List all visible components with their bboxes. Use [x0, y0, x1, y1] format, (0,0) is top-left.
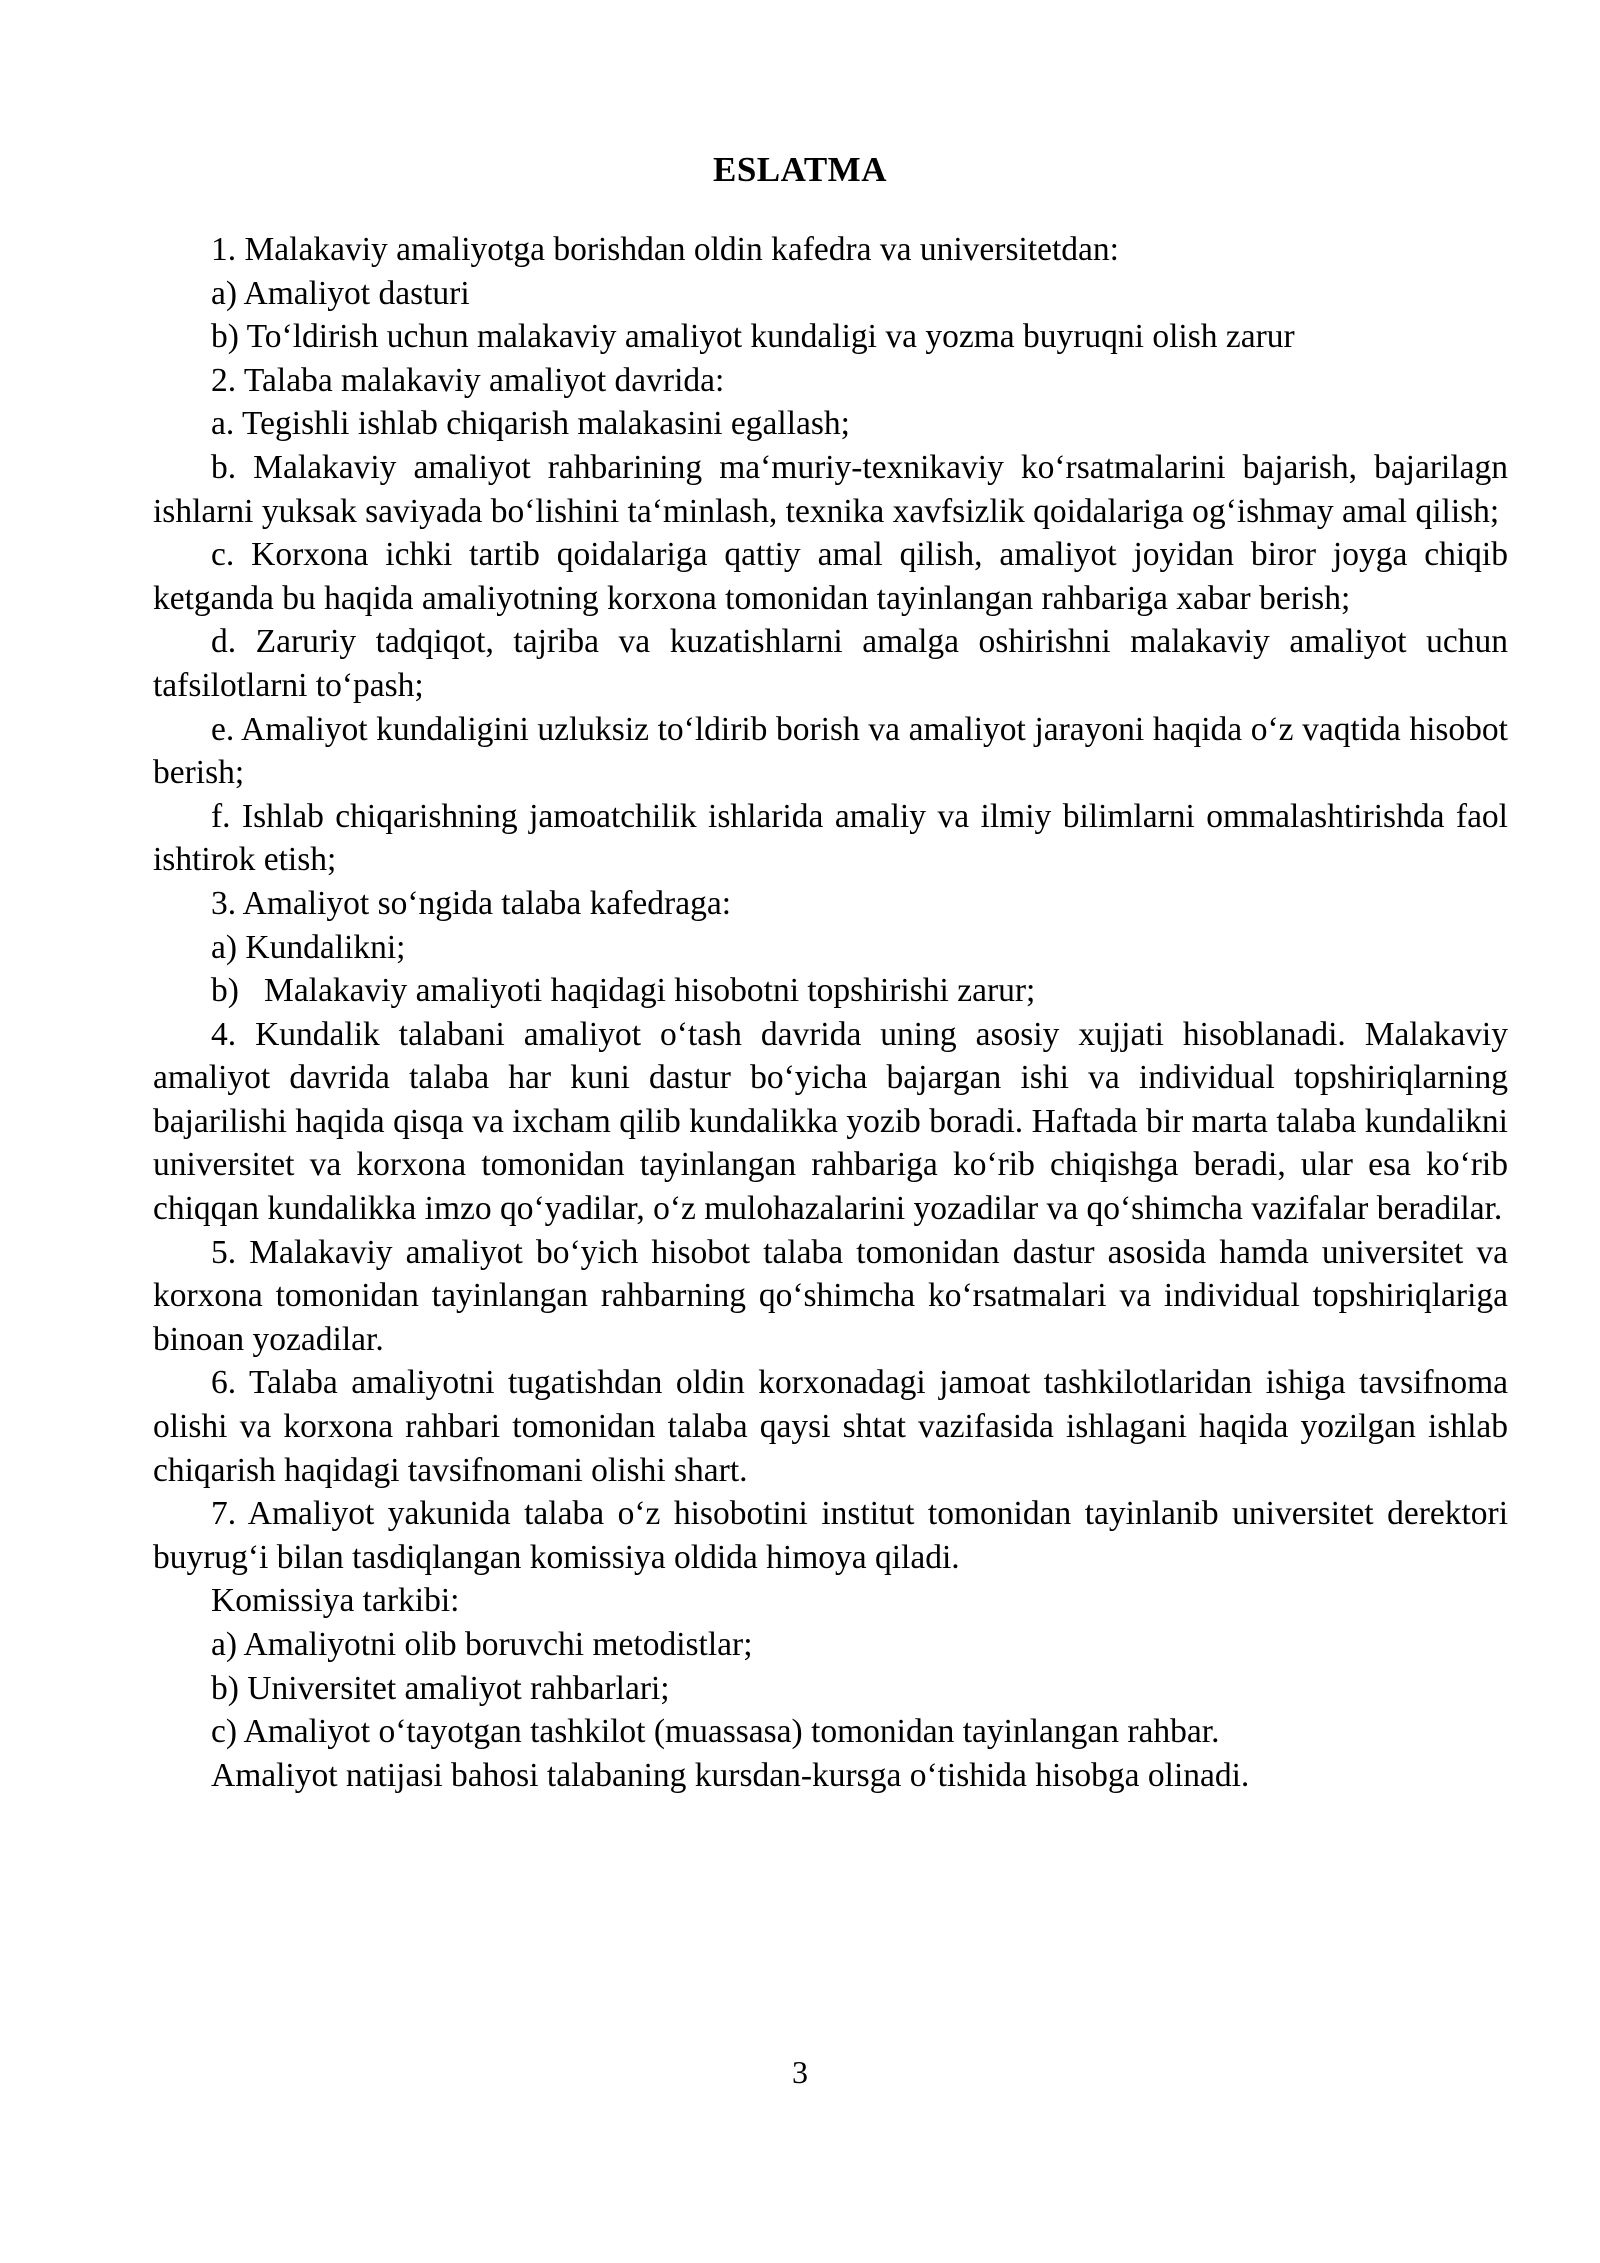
paragraph-2b: b. Malakaviy amaliyot rahbarining ma‘muriy-texnikaviy ko‘rsatmalarini bajarish, bajarilagn ishlarni yuksak saviyada bo‘lishini ta‘minlash, texnika xavfsizlik qoidalariga og‘ishmay amal qilish;: [153, 448, 1508, 530]
paragraph-2f: f. Ishlab chiqarishning jamoatchilik ishlarida amaliy va ilmiy bilimlarni ommalashtirishda faol ishtirok etish;: [153, 797, 1508, 879]
paragraph-2a: a. Tegishli ishlab chiqarish malakasini egallash;: [211, 405, 850, 443]
paragraph-4: 4. Kundalik talabani amaliyot o‘tash davrida uning asosiy xujjati hisoblanadi. Malakaviy amaliyot davrida talaba har kuni dastur bo‘yicha bajargan ishi va individual topshiriqlarning bajarilishi haqida qisqa va ixcham qilib kundalikka yozib boradi. Haftada bir marta talaba kundalikni universitet va korxona tomonidan tayinlangan rahbariga ko‘rib chiqishga beradi, ular esa ko‘rib chiqqan kundalikka imzo qo‘yadilar, o‘z mulohazalarini yozadilar va qo‘shimcha vazifalar beradilar.: [153, 1015, 1508, 1228]
commission-item-a: a) Amaliyotni olib boruvchi metodistlar;: [211, 1626, 753, 1663]
page-number: 3: [792, 2054, 808, 2090]
paragraph-2d: d. Zaruriy tadqiqot, tajriba va kuzatishlarni amalga oshirishni malakaviy amaliyot uchun tafsilotlarni to‘pash;: [153, 623, 1508, 704]
page-title: ESLATMA: [713, 150, 887, 189]
document-body: [153, 228, 1508, 1797]
closing-paragraph: Amaliyot natijasi bahosi talabaning kursdan-kursga o‘tishida hisobga olinadi.: [211, 1756, 1250, 1794]
paragraph-3b: b) Malakaviy amaliyoti haqidagi hisobotni topshirishi zarur;: [211, 972, 1036, 1010]
paragraph-3: 3. Amaliyot so‘ngida talaba kafedraga:: [211, 884, 732, 922]
paragraph-7: 7. Amaliyot yakunida talaba o‘z hisobotini institut tomonidan tayinlanib universitet derektori buyrug‘i bilan tasdiqlangan komissiya oldida himoya qiladi.: [153, 1495, 1508, 1576]
paragraph-1: 1. Malakaviy amaliyotga borishdan oldin kafedra va universitetdan:: [211, 231, 1119, 268]
paragraph-2: 2. Talaba malakaviy amaliyot davrida:: [211, 361, 725, 399]
paragraph-6: 6. Talaba amaliyotni tugatishdan oldin korxonadagi jamoat tashkilotlaridan ishiga tavsifnoma olishi va korxona rahbari tomonidan talaba qaysi shtat vazifasida ishlagani haqida yozilgan ishlab chiqarish haqidagi tavsifnomani olishi shart.: [153, 1364, 1508, 1489]
commission-item-b: b) Universitet amaliyot rahbarlari;: [211, 1669, 670, 1707]
paragraph-1a: a) Amaliyot dasturi: [211, 274, 470, 312]
commission-heading: Komissiya tarkibi:: [211, 1582, 460, 1620]
paragraph-3a: a) Kundalikni;: [211, 928, 406, 966]
commission-item-c: c) Amaliyot o‘tayotgan tashkilot (muassasa) tomonidan tayinlangan rahbar.: [211, 1713, 1220, 1751]
paragraph-2e: e. Amaliyot kundaligini uzluksiz to‘ldirib borish va amaliyot jarayoni haqida o‘z vaqtida hisobot berish;: [153, 710, 1508, 792]
paragraph-2c: c. Korxona ichki tartib qoidalariga qattiy amal qilish, amaliyot joyidan biror joyga chiqib ketganda bu haqida amaliyotning korxona tomonidan tayinlangan rahbariga xabar berish;: [153, 536, 1508, 617]
paragraph-1b: b) To‘ldirish uchun malakaviy amaliyot kundaligi va yozma buyruqni olish zarur: [211, 318, 1295, 356]
paragraph-5: 5. Malakaviy amaliyot bo‘yich hisobot talaba tomonidan dastur asosida hamda universitet va korxona tomonidan tayinlangan rahbarning qo‘shimcha ko‘rsatmalari va individual topshiriqlariga binoan yozadilar.: [153, 1233, 1508, 1358]
